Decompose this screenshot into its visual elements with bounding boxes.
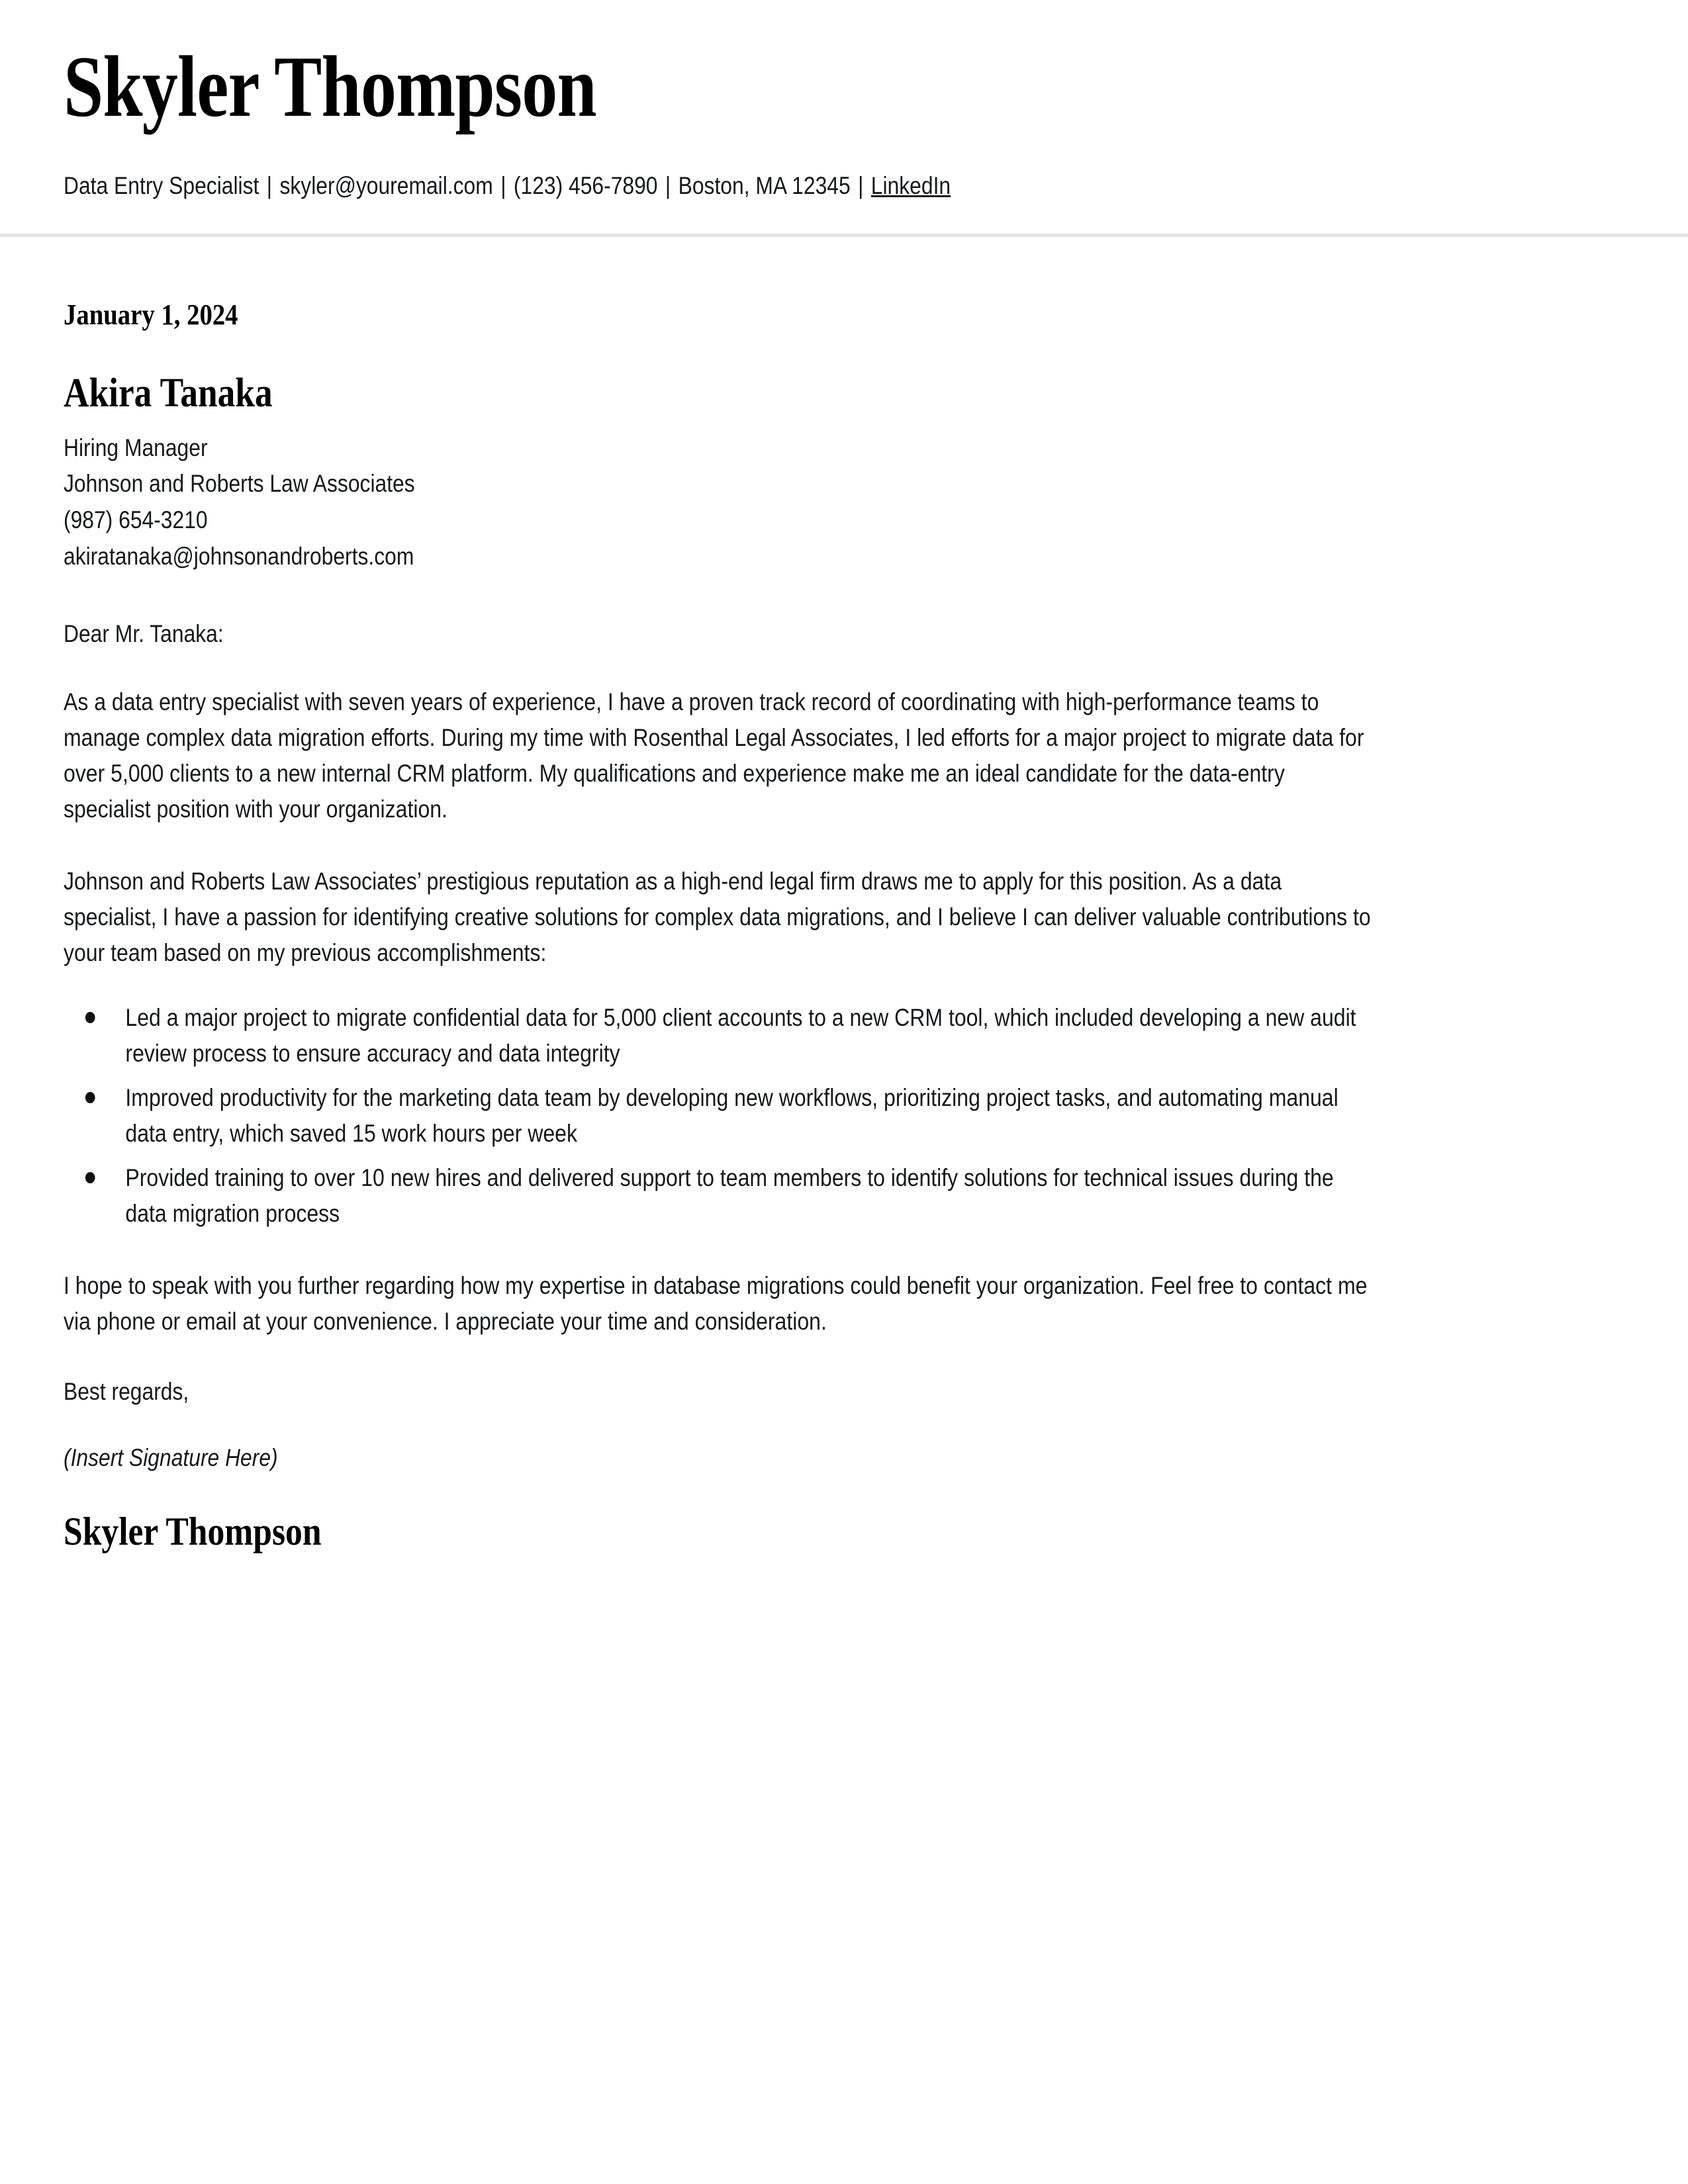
bullet-point-icon <box>85 1012 95 1023</box>
list-item-text: Provided training to over 10 new hires and delivered support to team members to identify solutions for technical issues during the data migration process <box>125 1163 1334 1227</box>
letter-header <box>0 0 1688 202</box>
bullet-point-icon <box>85 1172 95 1183</box>
recipient-company: Johnson and Roberts Law Associates <box>64 470 415 498</box>
sign-off: Best regards, <box>64 1377 189 1405</box>
bullet-point-icon <box>85 1092 95 1103</box>
list-item-text: Improved productivity for the marketing data team by developing new workflows, prioritizing project tasks, and automating manual data entry, which saved 15 work hours per week <box>125 1083 1338 1147</box>
recipient-title: Hiring Manager <box>64 433 208 461</box>
contact-separator: | <box>858 171 864 199</box>
signature-name: Skyler Thompson <box>64 1509 322 1553</box>
recipient-email: akiratanaka@johnsonandroberts.com <box>64 542 414 570</box>
list-item <box>64 1080 1375 1152</box>
closing-paragraph: I hope to speak with you further regarding how my expertise in database migrations could benefit your organization. Feel free to contact me via phone or email at your convenience. I appreciate your time and consideration. <box>64 1271 1368 1335</box>
recipient-name: Akira Tanaka <box>64 370 273 416</box>
contact-email: skyler@youremail.com <box>279 171 493 199</box>
letter-date: January 1, 2024 <box>64 298 238 331</box>
recipient-details <box>64 430 1624 575</box>
contact-separator: | <box>665 171 671 199</box>
contact-job-title: Data Entry Specialist <box>64 171 259 199</box>
letter-body <box>0 298 1688 1555</box>
contact-location: Boston, MA 12345 <box>678 171 851 199</box>
body-paragraph-1: As a data entry specialist with seven years of experience, I have a proven track record of coordinating with high-performance teams to manage complex data migration efforts. During my time with Rosenthal Legal Associates, I led efforts for a major project to migrate data for over 5,000 clients to a new internal CRM platform. My qualifications and experience make me an ideal candidate for the data-entry specialist position with your organization. <box>64 688 1364 823</box>
body-paragraph-2: Johnson and Roberts Law Associates’ prestigious reputation as a high-end legal firm draws me to apply for this position. As a data specialist, I have a passion for identifying creative solutions for complex data migrations, and I believe I can deliver valuable contributions to your team based on my previous accomplishments: <box>64 867 1371 966</box>
signature-placeholder: (Insert Signature Here) <box>64 1443 278 1471</box>
linkedin-link[interactable]: LinkedIn <box>870 171 951 199</box>
recipient-phone: (987) 654-3210 <box>64 506 208 534</box>
contact-separator: | <box>500 171 506 199</box>
list-item-text: Led a major project to migrate confidential data for 5,000 client accounts to a new CRM tool, which included developing a new audit review process to ensure accuracy and data integrity <box>125 1003 1356 1067</box>
salutation: Dear Mr. Tanaka: <box>64 619 224 647</box>
contact-phone: (123) 456-7890 <box>513 171 658 199</box>
page-title: Skyler Thompson <box>64 38 596 135</box>
accomplishments-list <box>64 1000 1579 1232</box>
header-divider <box>0 234 1688 237</box>
contact-info-line <box>64 170 1406 202</box>
list-item <box>64 1160 1375 1232</box>
list-item <box>64 1000 1375 1071</box>
contact-separator: | <box>266 171 273 199</box>
